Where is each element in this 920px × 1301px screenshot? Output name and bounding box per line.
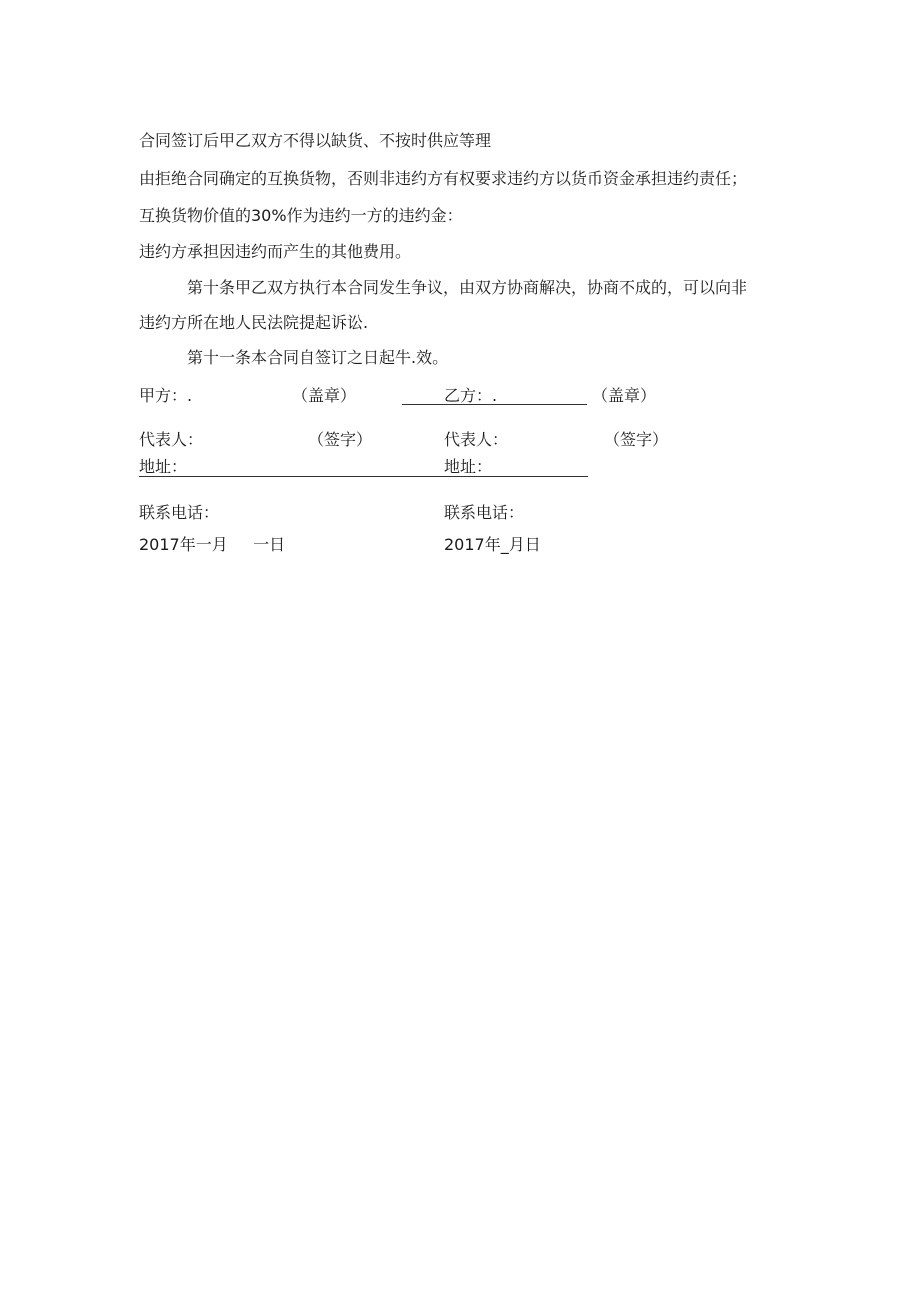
article-10-line-2: 违约方所在地人民法院提起诉讼. xyxy=(139,313,369,332)
party-a-rep: 代表人： xyxy=(139,430,204,449)
clause-line-3: 互换货物价值的30%作为违约一方的违约金： xyxy=(139,206,463,225)
party-a-label: 甲方：. xyxy=(139,386,193,405)
party-b-seal: （盖章） xyxy=(592,386,657,405)
party-b-label: 乙方：. xyxy=(444,386,498,405)
party-b-date: 2017年_月日 xyxy=(444,535,541,554)
party-a-address: 地址： xyxy=(139,457,188,476)
party-a-sign: （签字） xyxy=(308,430,373,449)
clause-line-2: 由拒绝合同确定的互换货物，否则非违约方有权要求违约方以货币资金承担违约责任； xyxy=(139,169,748,188)
party-b-address: 地址： xyxy=(444,457,493,476)
party-b-phone: 联系电话： xyxy=(444,503,525,522)
party-a-date: 2017年一月 一日 xyxy=(139,535,286,554)
clause-line-1: 合同签订后甲乙双方不得以缺货、不按时供应等理 xyxy=(139,131,492,150)
address-underline xyxy=(139,476,588,477)
article-11: 第十一条本合同自签订之日起牛.效。 xyxy=(187,348,449,367)
article-10-line-1: 第十条甲乙双方执行本合同发生争议，由双方协商解决，协商不成的，可以向非 xyxy=(187,278,748,297)
party-a-phone: 联系电话： xyxy=(139,503,220,522)
party-b-sign: （签字） xyxy=(604,430,669,449)
clause-line-4: 违约方承担因违约而产生的其他费用。 xyxy=(139,242,412,261)
party-a-seal: （盖章） xyxy=(292,386,357,405)
party-b-rep: 代表人： xyxy=(444,430,509,449)
